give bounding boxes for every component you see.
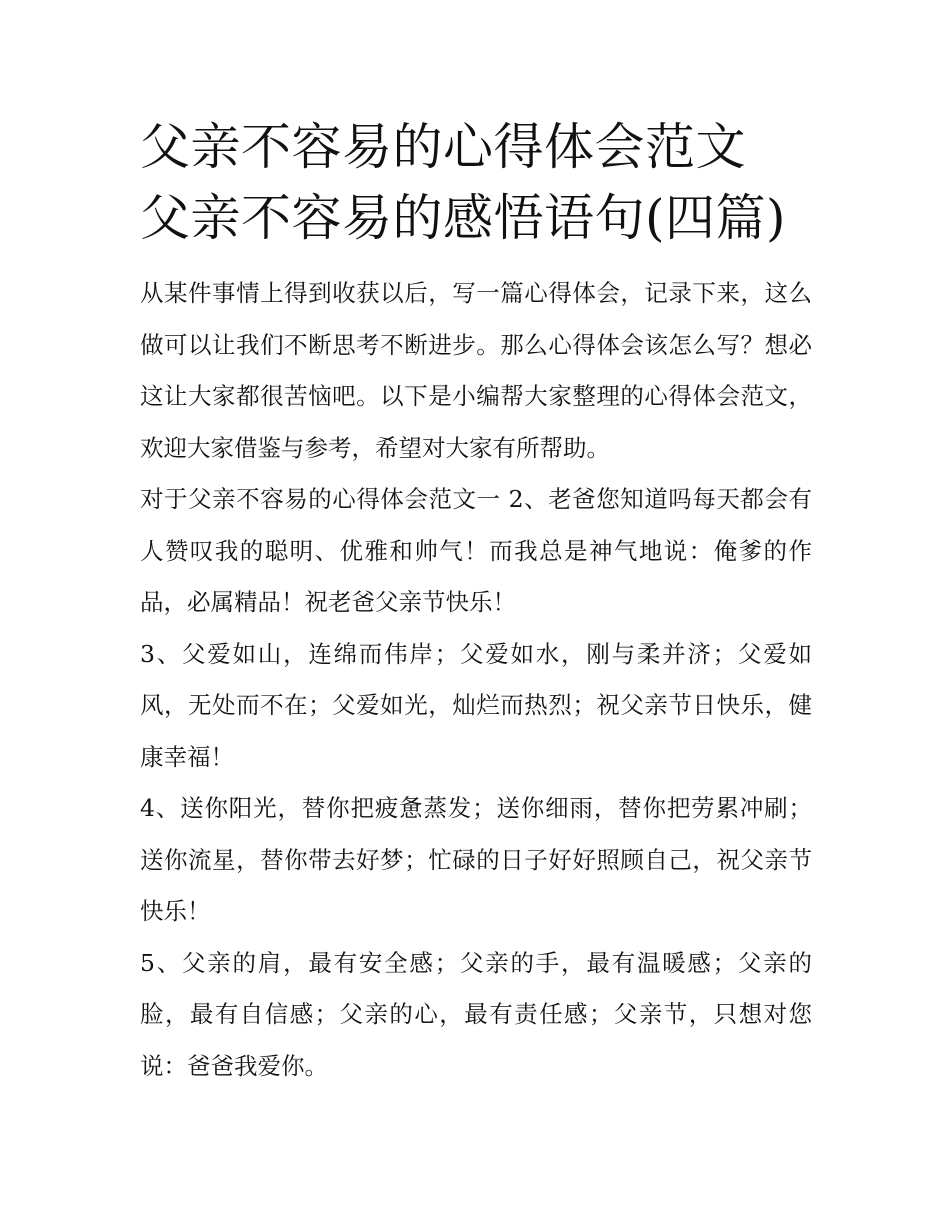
body-paragraph: 3、父爱如山，连绵而伟岸；父爱如水，刚与柔并济；父爱如风，无处而不在；父爱如光，灿烂而热烈；祝父亲节日快乐，健康幸福！ — [140, 639, 812, 771]
document-title: 父亲不容易的心得体会范文 父亲不容易的感悟语句(四篇) — [140, 118, 787, 247]
intro-paragraph: 从某件事情上得到收获以后，写一篇心得体会，记录下来，这么做可以让我们不断思考不断进步。那么心得体会该怎么写？想必这让大家都很苦恼吧。以下是小编帮大家整理的心得体会范文，欢迎大家借鉴与参考，希望对大家有所帮助。 — [140, 279, 812, 462]
document-body — [140, 112, 812, 1092]
body-paragraph: 4、送你阳光，替你把疲惫蒸发；送你细雨，替你把劳累冲刷；送你流星，替你带去好梦；忙碌的日子好好照顾自己，祝父亲节快乐！ — [140, 794, 812, 925]
body-paragraph: 对于父亲不容易的心得体会范文一 2、老爸您知道吗每天都会有人赞叹我的聪明、优雅和帅气！而我总是神气地说：俺爹的作品，必属精品！祝老爸父亲节快乐！ — [140, 485, 812, 616]
body-paragraph: 5、父亲的肩，最有安全感；父亲的手，最有温暖感；父亲的脸，最有自信感；父亲的心，最有责任感；父亲节，只想对您说：爸爸我爱你。 — [140, 948, 812, 1080]
